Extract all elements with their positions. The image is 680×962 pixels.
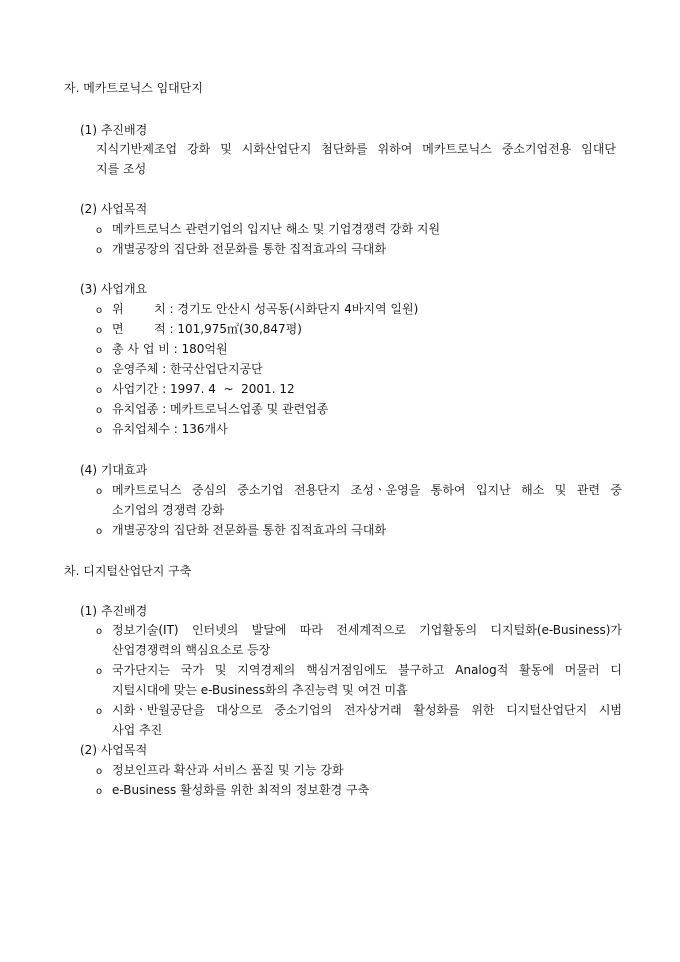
list-item-text: 유치업체수 : 136개사 [112, 422, 228, 436]
bullet-icon: o [96, 626, 103, 637]
ja-background-line-2: 지를 조성 [96, 162, 147, 176]
section-title-cha: 차. 디지털산업단지 구축 [64, 564, 192, 578]
list-item-text: 위 치 : 경기도 안산시 성곡동(시화단지 4바지역 일원) [112, 302, 419, 316]
list-item [96, 219, 440, 241]
list-item [96, 339, 228, 361]
bullet-icon: o [96, 365, 103, 376]
list-item-continuation: 지털시대에 맞는 e-Business화의 추진능력 및 여건 미흡 [112, 683, 408, 697]
list-item-text: 정보인프라 확산과 서비스 품질 및 기능 강화 [112, 763, 344, 777]
list-item-text: 총 사 업 비 : 180억원 [112, 342, 228, 356]
list-item-text: 사업기간 : 1997. 4 ~ 2001. 12 [112, 382, 295, 396]
bullet-icon: o [96, 766, 103, 777]
section-title-ja: 자. 메카트로닉스 임대단지 [64, 81, 203, 95]
list-item-text: 정보기술(IT) 인터넷의 발달에 따라 전세계적으로 기업활동의 디지털화(e-Business)가 [112, 623, 622, 637]
bullet-icon: o [96, 345, 103, 356]
heading-ja-purpose: (2) 사업목적 [80, 202, 148, 216]
list-item-text: 개별공장의 집단화 전문화를 통한 집적효과의 극대화 [112, 242, 387, 256]
list-item-text: 국가단지는 국가 및 지역경제의 핵심거점임에도 불구하고 Analog적 활동에 머물러 디 [112, 663, 622, 677]
list-item [96, 419, 228, 441]
list-item-text: 메카트로닉스 관련기업의 입지난 해소 및 기업경쟁력 강화 지원 [112, 222, 441, 236]
bullet-icon: o [96, 325, 103, 336]
bullet-icon: o [96, 706, 103, 717]
heading-cha-purpose: (2) 사업목적 [80, 743, 148, 757]
bullet-icon: o [96, 225, 103, 236]
ja-background-line-1: 지식기반제조업 강화 및 시화산업단지 첨단화를 위하여 메카트로닉스 중소기업전용 임대단 [96, 142, 616, 156]
list-item-continuation: 소기업의 경쟁력 강화 [112, 503, 224, 517]
list-item-text: 면 적 : 101,975㎡(30,847평) [112, 322, 302, 336]
bullet-icon: o [96, 245, 103, 256]
list-item-text: 메카트로닉스 중심의 중소기업 전용단지 조성ㆍ운영을 통하여 입지난 해소 및 관련 중 [112, 483, 622, 497]
bullet-icon: o [96, 786, 103, 797]
bullet-icon: o [96, 385, 103, 396]
list-item [96, 480, 622, 502]
list-item [96, 239, 386, 261]
list-item [96, 319, 302, 341]
bullet-icon: o [96, 405, 103, 416]
list-item [96, 760, 344, 782]
list-item [96, 700, 622, 722]
list-item [96, 660, 622, 682]
heading-ja-background: (1) 추진배경 [80, 123, 148, 137]
list-item [96, 780, 369, 802]
bullet-icon: o [96, 486, 103, 497]
bullet-icon: o [96, 305, 103, 316]
list-item [96, 379, 295, 401]
list-item-continuation: 산업경쟁력의 핵심요소로 등장 [112, 643, 271, 657]
list-item-continuation: 사업 추진 [112, 723, 163, 737]
bullet-icon: o [96, 666, 103, 677]
list-item-text: 운영주체 : 한국산업단지공단 [112, 362, 263, 376]
list-item-text: e-Business 활성화를 위한 최적의 정보환경 구축 [112, 783, 370, 797]
list-item [96, 520, 386, 542]
heading-cha-background: (1) 추진배경 [80, 604, 148, 618]
list-item-text: 개별공장의 집단화 전문화를 통한 집적효과의 극대화 [112, 523, 387, 537]
list-item [96, 620, 622, 642]
list-item-text: 유치업종 : 메카트로닉스업종 및 관련업종 [112, 402, 329, 416]
heading-ja-effect: (4) 기대효과 [80, 463, 148, 477]
bullet-icon: o [96, 425, 103, 436]
list-item [96, 299, 418, 321]
heading-ja-overview: (3) 사업개요 [80, 282, 148, 296]
bullet-icon: o [96, 526, 103, 537]
list-item-text: 시화ㆍ반월공단을 대상으로 중소기업의 전자상거래 활성화를 위한 디지털산업단지 시범 [112, 703, 622, 717]
list-item [96, 399, 328, 421]
list-item [96, 359, 263, 381]
